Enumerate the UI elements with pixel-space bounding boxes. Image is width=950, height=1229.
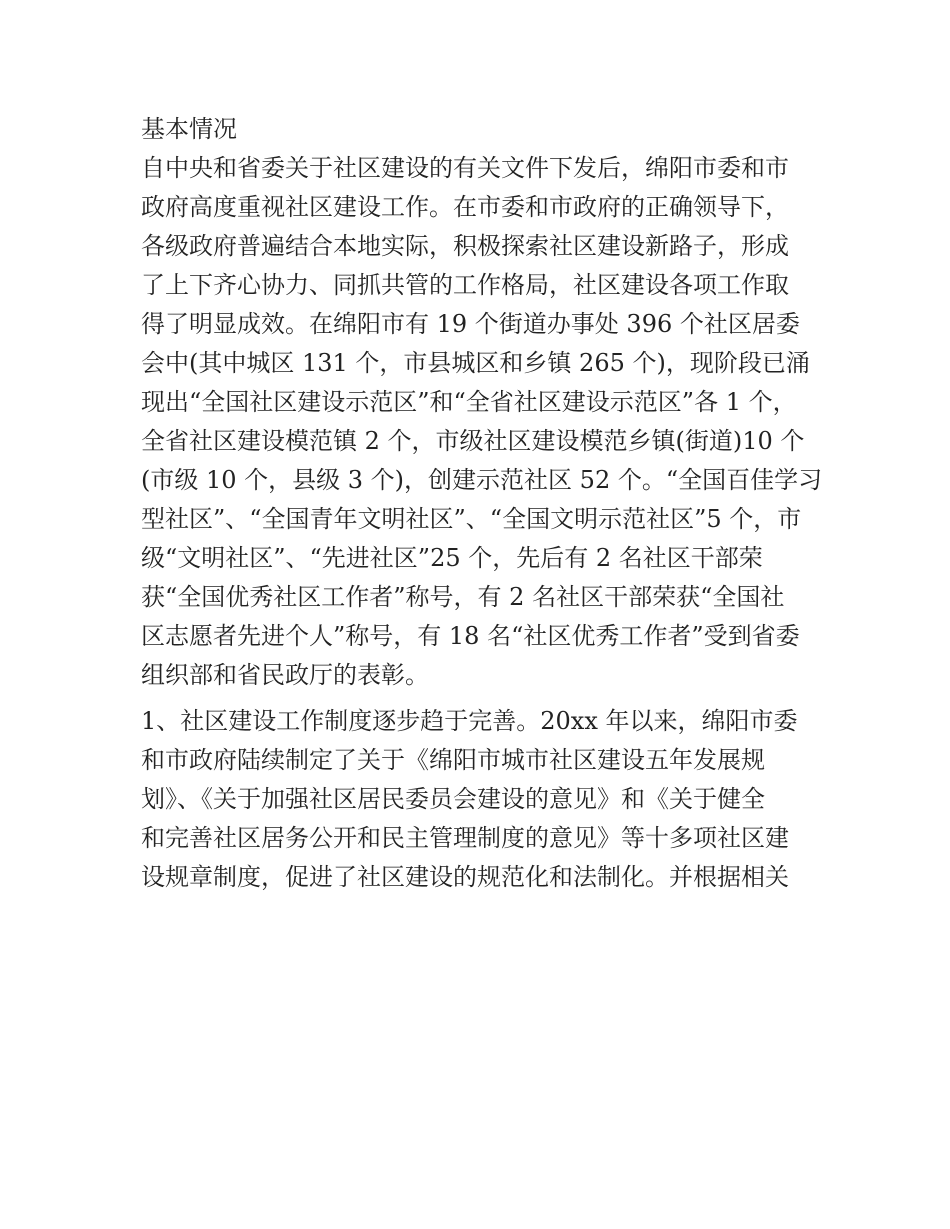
text-line: 和市政府陆续制定了关于《绵阳市城市社区建设五年发展规 (141, 746, 765, 774)
text-line: 型社区”、“全国青年文明社区”、“全国文明示范社区”5 个，市 (141, 505, 802, 533)
text-line: (市级 10 个，县级 3 个)，创建示范社区 52 个。“全国百佳学习 (141, 466, 823, 494)
text-line: 级“文明社区”、“先进社区”25 个，先后有 2 名社区干部荣 (141, 544, 763, 572)
document-body (141, 110, 821, 897)
text-line: 政府高度重视社区建设工作。在市委和市政府的正确领导下， (141, 193, 789, 221)
paragraph-overview (141, 149, 821, 695)
text-line: 区志愿者先进个人”称号，有 18 名“社区优秀工作者”受到省委 (141, 622, 800, 650)
text-line: 现出“全国社区建设示范区”和“全省社区建设示范区”各 1 个， (141, 388, 797, 416)
paragraph-system (141, 702, 821, 897)
text-line: 组织部和省民政厅的表彰。 (141, 661, 429, 689)
text-line: 全省社区建设模范镇 2 个，市级社区建设模范乡镇(街道)10 个 (141, 427, 805, 455)
text-line: 各级政府普遍结合本地实际，积极探索社区建设新路子，形成 (141, 232, 789, 260)
text-line: 得了明显成效。在绵阳市有 19 个街道办事处 396 个社区居委 (141, 310, 800, 338)
text-line: 1、社区建设工作制度逐步趋于完善。20xx 年以来，绵阳市委 (141, 707, 798, 735)
paragraph-gap (141, 695, 821, 702)
section-heading: 基本情况 (141, 115, 237, 143)
text-line: 获“全国优秀社区工作者”称号，有 2 名社区干部荣获“全国社 (141, 583, 785, 611)
text-line: 自中央和省委关于社区建设的有关文件下发后，绵阳市委和市 (141, 154, 789, 182)
text-line: 设规章制度，促进了社区建设的规范化和法制化。并根据相关 (141, 863, 789, 891)
text-line: 了上下齐心协力、同抓共管的工作格局，社区建设各项工作取 (141, 271, 789, 299)
text-line: 和完善社区居务公开和民主管理制度的意见》等十多项社区建 (141, 824, 789, 852)
text-line: 划》、《关于加强社区居民委员会建设的意见》和《关于健全 (141, 785, 765, 813)
text-line: 会中(其中城区 131 个，市县城区和乡镇 265 个)，现阶段已涌 (141, 349, 810, 377)
